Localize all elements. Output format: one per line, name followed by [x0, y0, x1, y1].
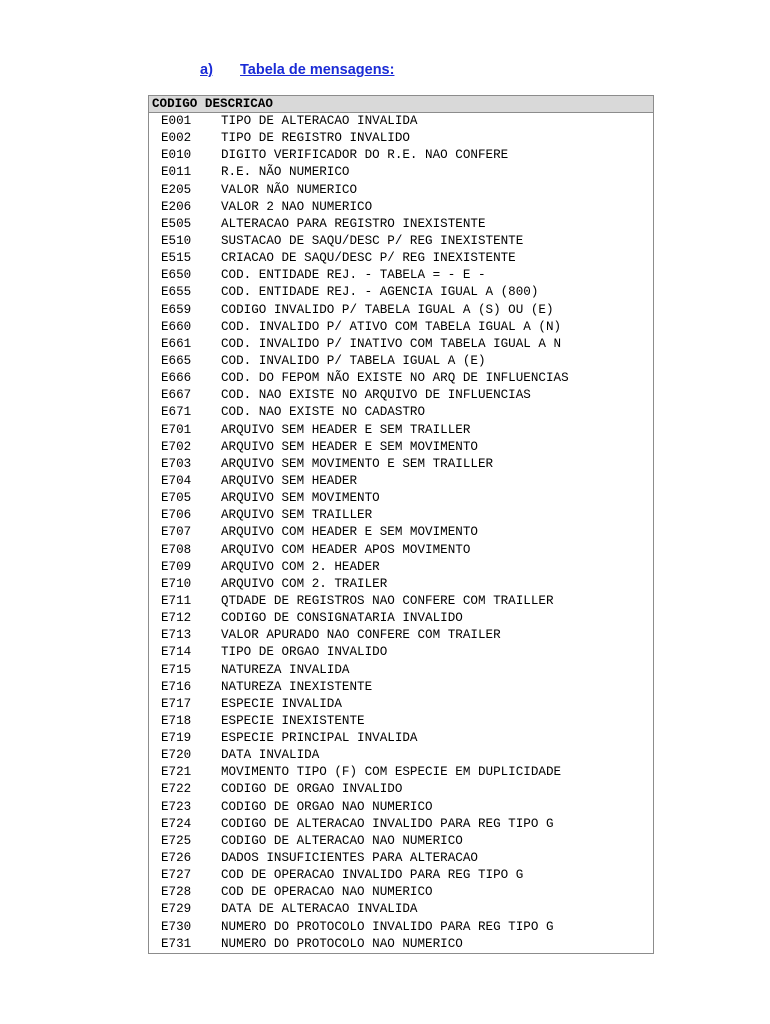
table-row [149, 884, 653, 901]
message-description: DATA DE ALTERACAO INVALIDA [221, 902, 418, 917]
message-code: E728 [161, 885, 192, 900]
message-description: ARQUIVO SEM HEADER E SEM MOVIMENTO [221, 439, 478, 454]
message-code: E510 [161, 233, 192, 248]
message-description: VALOR NÃO NUMERICO [221, 182, 358, 197]
table-row [149, 336, 653, 353]
table-row [149, 764, 653, 781]
table-row [149, 799, 653, 816]
message-code: E661 [161, 336, 192, 351]
message-code: E722 [161, 782, 192, 797]
table-header: CODIGO DESCRICAO [149, 96, 653, 113]
table-row [149, 816, 653, 833]
message-code: E515 [161, 251, 192, 266]
table-row [149, 284, 653, 301]
table-row [149, 679, 653, 696]
message-description: DATA INVALIDA [221, 748, 320, 763]
message-description: TIPO DE ALTERACAO INVALIDA [221, 114, 418, 128]
table-row [149, 507, 653, 524]
message-description: CODIGO INVALIDO P/ TABELA IGUAL A (S) OU (E) [221, 302, 554, 317]
table-row [149, 233, 653, 250]
message-code: E703 [161, 456, 192, 471]
table-row [149, 147, 653, 164]
message-description: CODIGO DE CONSIGNATARIA INVALIDO [221, 611, 463, 626]
message-description: COD. ENTIDADE REJ. - TABELA = - E - [221, 268, 486, 283]
message-code: E730 [161, 919, 192, 934]
table-row [149, 730, 653, 747]
table-row [149, 439, 653, 456]
message-description: DADOS INSUFICIENTES PARA ALTERACAO [221, 851, 478, 866]
message-description: ESPECIE INEXISTENTE [221, 713, 365, 728]
table-row [149, 387, 653, 404]
message-description: R.E. NÃO NUMERICO [221, 165, 350, 180]
table-row [149, 610, 653, 627]
message-code: E711 [161, 593, 192, 608]
table-row [149, 919, 653, 936]
message-description: CODIGO DE ORGAO NAO NUMERICO [221, 799, 433, 814]
message-code: E715 [161, 662, 192, 677]
table-row [149, 627, 653, 644]
message-code: E010 [161, 148, 192, 163]
message-code: E011 [161, 165, 192, 180]
message-description: ARQUIVO SEM TRAILLER [221, 508, 373, 523]
message-code: E707 [161, 525, 192, 540]
message-description: TIPO DE REGISTRO INVALIDO [221, 131, 410, 146]
message-code: E206 [161, 199, 192, 214]
message-description: COD DE OPERACAO INVALIDO PARA REG TIPO G [221, 868, 524, 883]
section-title: Tabela de mensagens: [240, 62, 395, 78]
table-row [149, 250, 653, 267]
message-description: NUMERO DO PROTOCOLO INVALIDO PARA REG TIPO G [221, 919, 554, 934]
table-row [149, 113, 653, 130]
message-code: E205 [161, 182, 192, 197]
message-description: ESPECIE PRINCIPAL INVALIDA [221, 731, 418, 746]
message-code: E002 [161, 131, 192, 146]
message-description: CODIGO DE ALTERACAO NAO NUMERICO [221, 833, 463, 848]
message-code: E713 [161, 628, 192, 643]
message-description: NATUREZA INVALIDA [221, 662, 350, 677]
table-row [149, 781, 653, 798]
table-row [149, 164, 653, 181]
message-description: ARQUIVO SEM HEADER E SEM TRAILLER [221, 422, 471, 437]
message-code: E726 [161, 851, 192, 866]
table-row [149, 404, 653, 421]
message-code: E710 [161, 576, 192, 591]
message-description: ARQUIVO COM 2. TRAILER [221, 576, 388, 591]
message-code: E001 [161, 114, 192, 128]
table-row [149, 542, 653, 559]
message-code: E650 [161, 268, 192, 283]
message-code: E709 [161, 559, 192, 574]
message-description: DIGITO VERIFICADOR DO R.E. NAO CONFERE [221, 148, 509, 163]
message-code: E725 [161, 833, 192, 848]
message-code: E665 [161, 353, 192, 368]
table-row [149, 130, 653, 147]
table-row [149, 747, 653, 764]
message-description: ARQUIVO SEM MOVIMENTO [221, 491, 380, 506]
message-description: ARQUIVO SEM HEADER [221, 473, 358, 488]
message-code: E708 [161, 542, 192, 557]
message-code: E714 [161, 645, 192, 660]
message-code: E706 [161, 508, 192, 523]
message-description: ARQUIVO SEM MOVIMENTO E SEM TRAILLER [221, 456, 494, 471]
message-description: NATUREZA INEXISTENTE [221, 679, 373, 694]
table-row [149, 644, 653, 661]
table-row [149, 490, 653, 507]
message-code: E655 [161, 285, 192, 300]
message-description: COD. NAO EXISTE NO CADASTRO [221, 405, 426, 420]
table-row [149, 901, 653, 918]
table-row [149, 216, 653, 233]
table-row [149, 593, 653, 610]
message-code: E723 [161, 799, 192, 814]
message-description: CRIACAO DE SAQU/DESC P/ REG INEXISTENTE [221, 251, 516, 266]
table-row [149, 713, 653, 730]
message-code: E724 [161, 816, 192, 831]
message-description: COD. INVALIDO P/ ATIVO COM TABELA IGUAL A (N) [221, 319, 562, 334]
message-description: COD. ENTIDADE REJ. - AGENCIA IGUAL A (800) [221, 285, 539, 300]
message-description: CODIGO DE ORGAO INVALIDO [221, 782, 403, 797]
table-row [149, 473, 653, 490]
message-code: E705 [161, 491, 192, 506]
message-code: E660 [161, 319, 192, 334]
table-row [149, 302, 653, 319]
message-description: NUMERO DO PROTOCOLO NAO NUMERICO [221, 936, 463, 951]
message-code: E667 [161, 388, 192, 403]
table-row [149, 370, 653, 387]
message-code: E505 [161, 216, 192, 231]
table-row [149, 182, 653, 199]
table-row [149, 267, 653, 284]
message-description: ESPECIE INVALIDA [221, 696, 342, 711]
messages-table [148, 95, 654, 954]
table-row [149, 867, 653, 884]
message-code: E702 [161, 439, 192, 454]
message-code: E718 [161, 713, 192, 728]
message-code: E719 [161, 731, 192, 746]
message-code: E659 [161, 302, 192, 317]
table-row [149, 936, 653, 953]
message-code: E666 [161, 371, 192, 386]
message-description: ARQUIVO COM HEADER APOS MOVIMENTO [221, 542, 471, 557]
message-description: ARQUIVO COM HEADER E SEM MOVIMENTO [221, 525, 478, 540]
table-row [149, 456, 653, 473]
table-row [149, 696, 653, 713]
message-code: E731 [161, 936, 192, 951]
message-code: E712 [161, 611, 192, 626]
message-description: COD. DO FEPOM NÃO EXISTE NO ARQ DE INFLUENCIAS [221, 371, 569, 386]
message-description: COD. INVALIDO P/ TABELA IGUAL A (E) [221, 353, 486, 368]
table-row [149, 850, 653, 867]
message-description: QTDADE DE REGISTROS NAO CONFERE COM TRAILLER [221, 593, 554, 608]
table-row [149, 833, 653, 850]
section-marker: a) [200, 62, 213, 78]
message-description: COD. INVALIDO P/ INATIVO COM TABELA IGUAL A N [221, 336, 562, 351]
message-description: ARQUIVO COM 2. HEADER [221, 559, 380, 574]
message-code: E671 [161, 405, 192, 420]
table-row [149, 559, 653, 576]
message-description: VALOR APURADO NAO CONFERE COM TRAILER [221, 628, 501, 643]
table-row [149, 524, 653, 541]
message-description: CODIGO DE ALTERACAO INVALIDO PARA REG TIPO G [221, 816, 554, 831]
table-row [149, 662, 653, 679]
table-row [149, 319, 653, 336]
message-code: E717 [161, 696, 192, 711]
message-code: E720 [161, 748, 192, 763]
message-description: COD. NAO EXISTE NO ARQUIVO DE INFLUENCIAS [221, 388, 531, 403]
message-code: E729 [161, 902, 192, 917]
section-heading [200, 62, 394, 78]
message-code: E727 [161, 868, 192, 883]
table-row [149, 422, 653, 439]
message-description: TIPO DE ORGAO INVALIDO [221, 645, 388, 660]
message-code: E701 [161, 422, 192, 437]
message-description: ALTERACAO PARA REGISTRO INEXISTENTE [221, 216, 486, 231]
message-description: COD DE OPERACAO NAO NUMERICO [221, 885, 433, 900]
message-description: VALOR 2 NAO NUMERICO [221, 199, 373, 214]
message-description: MOVIMENTO TIPO (F) COM ESPECIE EM DUPLICIDADE [221, 765, 562, 780]
message-description: SUSTACAO DE SAQU/DESC P/ REG INEXISTENTE [221, 233, 524, 248]
table-row [149, 576, 653, 593]
message-code: E716 [161, 679, 192, 694]
message-code: E721 [161, 765, 192, 780]
table-row [149, 199, 653, 216]
table-row [149, 353, 653, 370]
message-code: E704 [161, 473, 192, 488]
table-body [149, 113, 653, 953]
